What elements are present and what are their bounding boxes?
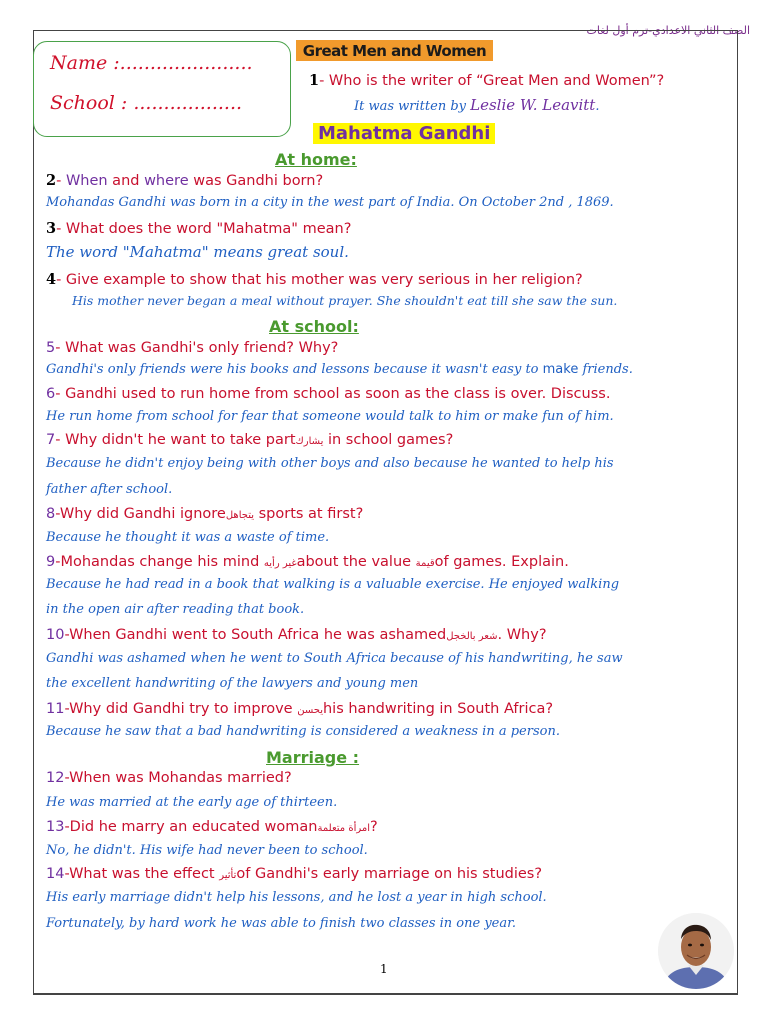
question-6: 6- Gandhi used to run home from school as soon as the class is over. Discuss. bbox=[46, 386, 611, 402]
answer-7-line-1: Because he didn't enjoy being with other boys and also because he wanted to help his bbox=[46, 456, 614, 471]
question-4: 4- Give example to show that his mother was very serious in her religion? bbox=[46, 271, 583, 288]
question-7: 7- Why didn't he want to take partيشارك in school games? bbox=[46, 432, 454, 448]
question-9: 9-Mohandas change his mind غير رأيهabout the value قيمةof games. Explain. bbox=[46, 554, 569, 570]
answer-11: Because he saw that a bad handwriting is considered a weakness in a person. bbox=[46, 724, 560, 739]
answer-13: No, he didn't. His wife had never been to school. bbox=[46, 843, 368, 858]
question-1: 1- Who is the writer of “Great Men and Women”? bbox=[309, 72, 665, 89]
answer-8: Because he thought it was a waste of time. bbox=[46, 530, 330, 545]
question-10: 10-When Gandhi went to South Africa he was ashamedشعر بالخجل. Why? bbox=[46, 627, 547, 643]
answer-14-line-2: Fortunately, by hard work he was able to finish two classes in one year. bbox=[46, 916, 517, 931]
answer-10-line-2: the excellent handwriting of the lawyers and young men bbox=[46, 676, 419, 691]
name-school-box bbox=[33, 41, 291, 137]
answer-14-line-1: His early marriage didn't help his lessons, and he lost a year in high school. bbox=[46, 890, 547, 905]
page-number: 1 bbox=[380, 962, 388, 976]
question-11: 11-Why did Gandhi try to improve يحسنhis handwriting in South Africa? bbox=[46, 701, 554, 717]
question-12: 12-When was Mohandas married? bbox=[46, 770, 292, 786]
author-name: Leslie W. Leavitt bbox=[470, 96, 596, 114]
question-13: 13-Did he marry an educated womanامرأة متعلمة? bbox=[46, 819, 378, 835]
question-5: 5- What was Gandhi's only friend? Why? bbox=[46, 340, 339, 356]
question-2: 2- When and where was Gandhi born? bbox=[46, 172, 324, 189]
book-title-banner bbox=[296, 40, 493, 61]
section-marriage: Marriage : bbox=[266, 748, 360, 767]
school-label: School : .................. bbox=[50, 92, 243, 114]
name-label: Name :...................... bbox=[50, 52, 253, 74]
answer-10-line-1: Gandhi was ashamed when he went to South Africa because of his handwriting, he saw bbox=[46, 651, 623, 666]
question-3: 3- What does the word "Mahatma" mean? bbox=[46, 220, 352, 237]
question-14: 14-What was the effect تأثيرof Gandhi's early marriage on his studies? bbox=[46, 866, 543, 882]
answer-5: Gandhi's only friends were his books and lessons because it wasn't easy to make friends. bbox=[46, 362, 633, 377]
main-title: Mahatma Gandhi bbox=[313, 123, 495, 144]
question-8: 8-Why did Gandhi ignoreيتجاهل sports at first? bbox=[46, 506, 364, 522]
section-at-school: At school: bbox=[269, 317, 359, 336]
answer-6: He run home from school for fear that someone would talk to him or make fun of him. bbox=[46, 409, 614, 424]
teacher-photo bbox=[658, 913, 734, 989]
section-at-home: At home: bbox=[275, 150, 357, 169]
answer-4: His mother never began a meal without prayer. She shouldn't eat till she saw the sun. bbox=[72, 293, 618, 308]
answer-12: He was married at the early age of thirteen. bbox=[46, 795, 338, 810]
answer-3: The word "Mahatma" means great soul. bbox=[46, 243, 349, 261]
answer-7-line-2: father after school. bbox=[46, 482, 173, 497]
answer-1: It was written by Leslie W. Leavitt. bbox=[354, 96, 600, 114]
book-title: Great Men and Women bbox=[302, 41, 487, 60]
answer-9-line-1: Because he had read in a book that walking is a valuable exercise. He enjoyed walking bbox=[46, 577, 620, 592]
header-arabic: الصف الثاني الاعدادي-ترم أول لغات bbox=[586, 24, 750, 37]
answer-9-line-2: in the open air after reading that book. bbox=[46, 602, 305, 617]
answer-2: Mohandas Gandhi was born in a city in the west part of India. On October 2nd , 1869. bbox=[46, 195, 614, 210]
